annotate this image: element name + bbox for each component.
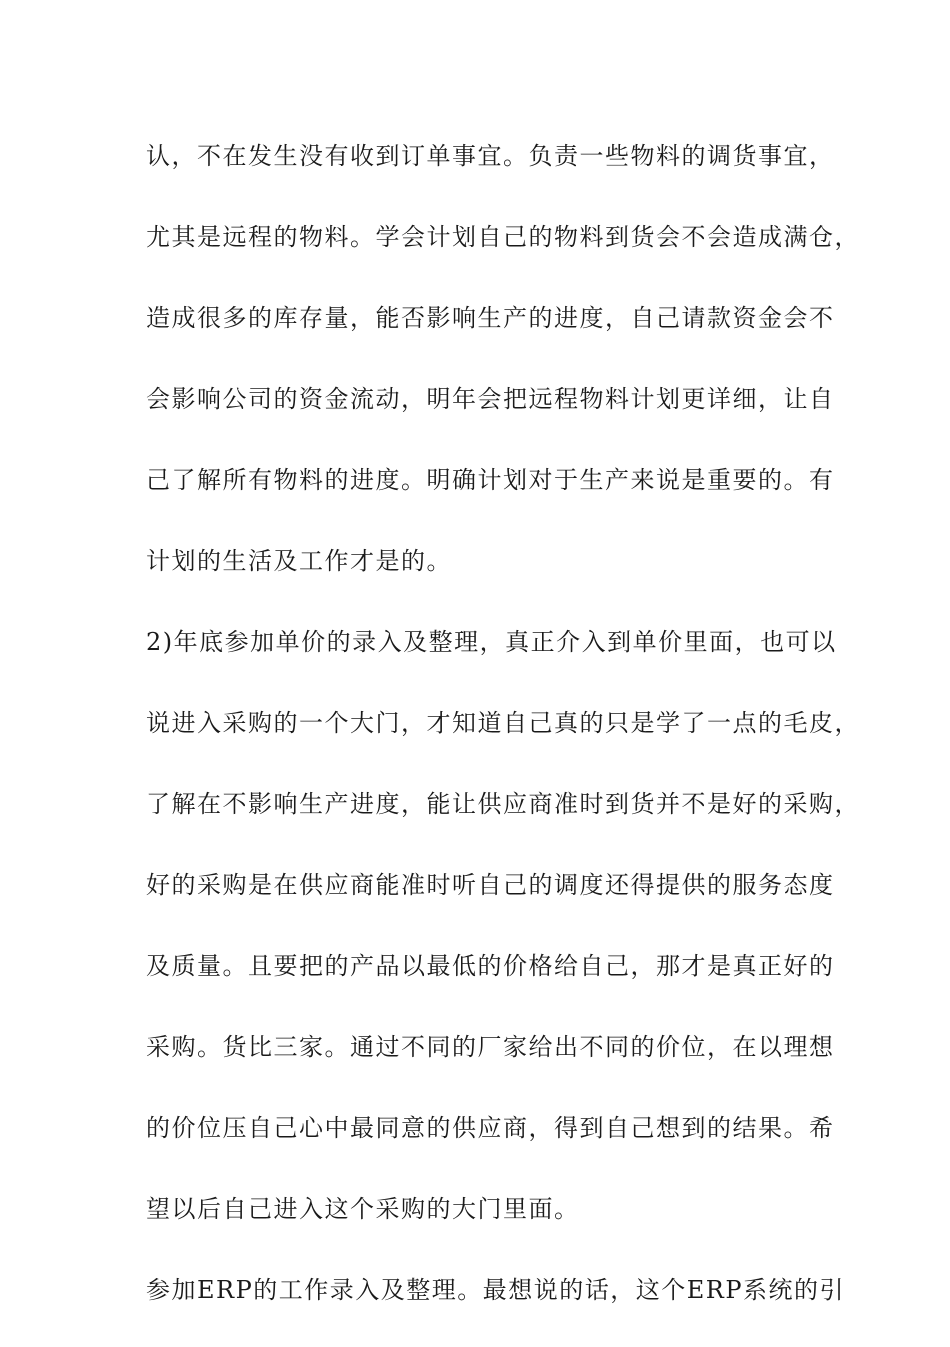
text-line: 好的采购是在供应商能准时听自己的调度还得提供的服务态度 [146, 871, 835, 899]
text-line: 认，不在发生没有收到订单事宜。负责一些物料的调货事宜， [146, 142, 835, 170]
text-line: 计划的生活及工作才是的。 [146, 547, 452, 575]
text-line: 2)年底参加单价的录入及整理，真正介入到单价里面，也可以 [146, 628, 837, 656]
text-line: 造成很多的库存量，能否影响生产的进度，自己请款资金会不 [146, 304, 835, 332]
text-line: 己了解所有物料的进度。明确计划对于生产来说是重要的。有 [146, 466, 835, 494]
text-line: 会影响公司的资金流动，明年会把远程物料计划更详细，让自 [146, 385, 835, 413]
text-line: 参加ERP的工作录入及整理。最想说的话，这个ERP系统的引 [146, 1276, 845, 1304]
text-line: 采购。货比三家。通过不同的厂家给出不同的价位，在以理想 [146, 1033, 835, 1061]
text-line: 的价位压自己心中最同意的供应商，得到自己想到的结果。希 [146, 1114, 835, 1142]
text-line: 望以后自己进入这个采购的大门里面。 [146, 1195, 580, 1223]
text-line: 及质量。且要把的产品以最低的价格给自己，那才是真正好的 [146, 952, 835, 980]
text-line: 了解在不影响生产进度，能让供应商准时到货并不是好的采购， [146, 790, 860, 818]
document-body [146, 132, 860, 1347]
text-line: 说进入采购的一个大门，才知道自己真的只是学了一点的毛皮， [146, 709, 860, 737]
text-line: 尤其是远程的物料。学会计划自己的物料到货会不会造成满仓， [146, 223, 860, 251]
